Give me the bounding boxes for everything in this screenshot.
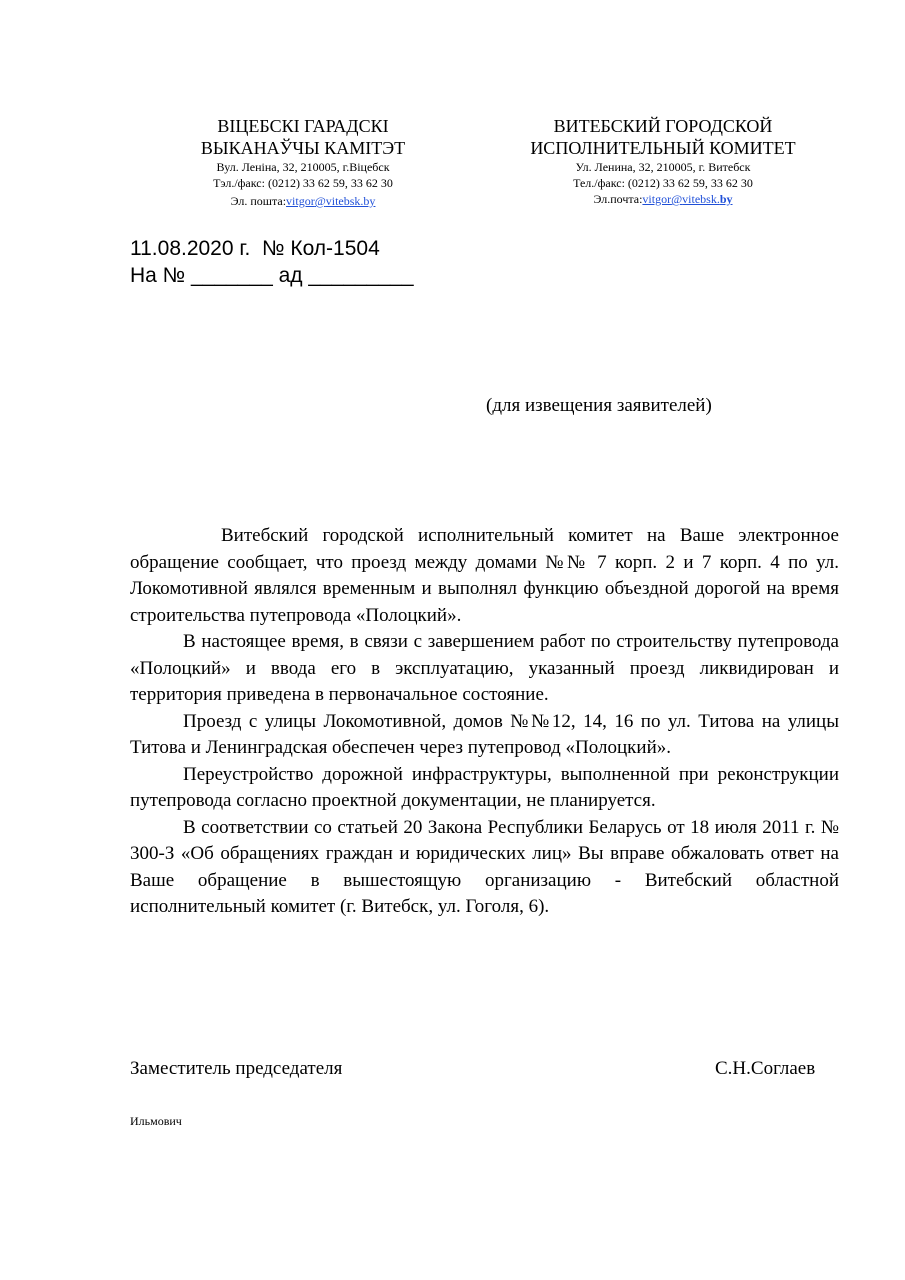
org-name-line1: ВИТЕБСКИЙ ГОРОДСКОЙ [553, 116, 773, 136]
email-label: Эл.почта: [593, 192, 643, 206]
body-paragraph: Проезд с улицы Локомотивной, домов №№12, 14, 16 по ул. Титова на улицы Титова и Ленинградская обеспечен через путепровод «Полоцкий». [130, 710, 839, 758]
executor-name: Ильмович [130, 1114, 182, 1128]
body-paragraph: Переустройство дорожной инфраструктуры, выполненной при реконструкции путепровода согласно проектной документации, не планируется. [130, 763, 839, 811]
org-address: Ул. Ленина, 32, 210005, г. Витебск [575, 160, 751, 174]
org-phone: Тэл./факс: (0212) 33 62 59, 33 62 30 [213, 176, 393, 190]
org-name-line2: ВЫКАНАЎЧЫ КАМІТЭТ [200, 138, 406, 158]
org-email [508, 191, 818, 207]
body-paragraph: Витебский городской исполнительный комитет на Ваше электронное обращение сообщает, что проезд между домами №№ 7 корп. 2 и 7 корп. 4 по ул. Локомотивной являлся временным и выполнял функцию объездной дорогой на время строительства путепровода «Полоцкий». [130, 525, 839, 626]
org-phone: Тел./факс: (0212) 33 62 59, 33 62 30 [573, 176, 753, 190]
signatory-name: С.Н.Соглаев [715, 1058, 816, 1079]
signatory-position: Заместитель председателя [130, 1058, 343, 1079]
letterhead-russian [508, 115, 818, 207]
letter-body [130, 523, 839, 921]
org-name-line1: ВІЦЕБСКІ ГАРАДСКІ [217, 116, 389, 136]
body-paragraph: В настоящее время, в связи с завершением работ по строительству путепровода «Полоцкий» и ввода его в эксплуатацию, указанный проезд ликвидирован и территория приведена в первоначальное состояние. [130, 631, 839, 705]
email-label: Эл. пошта: [230, 194, 287, 208]
addressee: (для извещения заявителей) [486, 395, 712, 416]
letterhead-belarusian [168, 115, 438, 209]
email-link[interactable]: vitgor@vitebsk.by [286, 194, 376, 208]
registration-reference: На № _______ ад _________ [130, 264, 414, 287]
email-link[interactable]: vitgor@vitebsk.by [642, 192, 733, 206]
org-name-line2: ИСПОЛНИТЕЛЬНЫЙ КОМИТЕТ [530, 138, 796, 158]
registration-date-number: 11.08.2020 г. № Кол-1504 [130, 237, 380, 260]
body-paragraph: В соответствии со статьей 20 Закона Республики Беларусь от 18 июля 2011 г. № 300-З «Об обращениях граждан и юридических лиц» Вы вправе обжаловать ответ на Ваше обращение в вышестоящую организацию - Витебский областной исполнительный комитет (г. Витебск, ул. Гоголя, 6). [130, 816, 839, 917]
org-email [168, 193, 438, 209]
org-address: Вул. Леніна, 32, 210005, г.Віцебск [216, 160, 390, 174]
